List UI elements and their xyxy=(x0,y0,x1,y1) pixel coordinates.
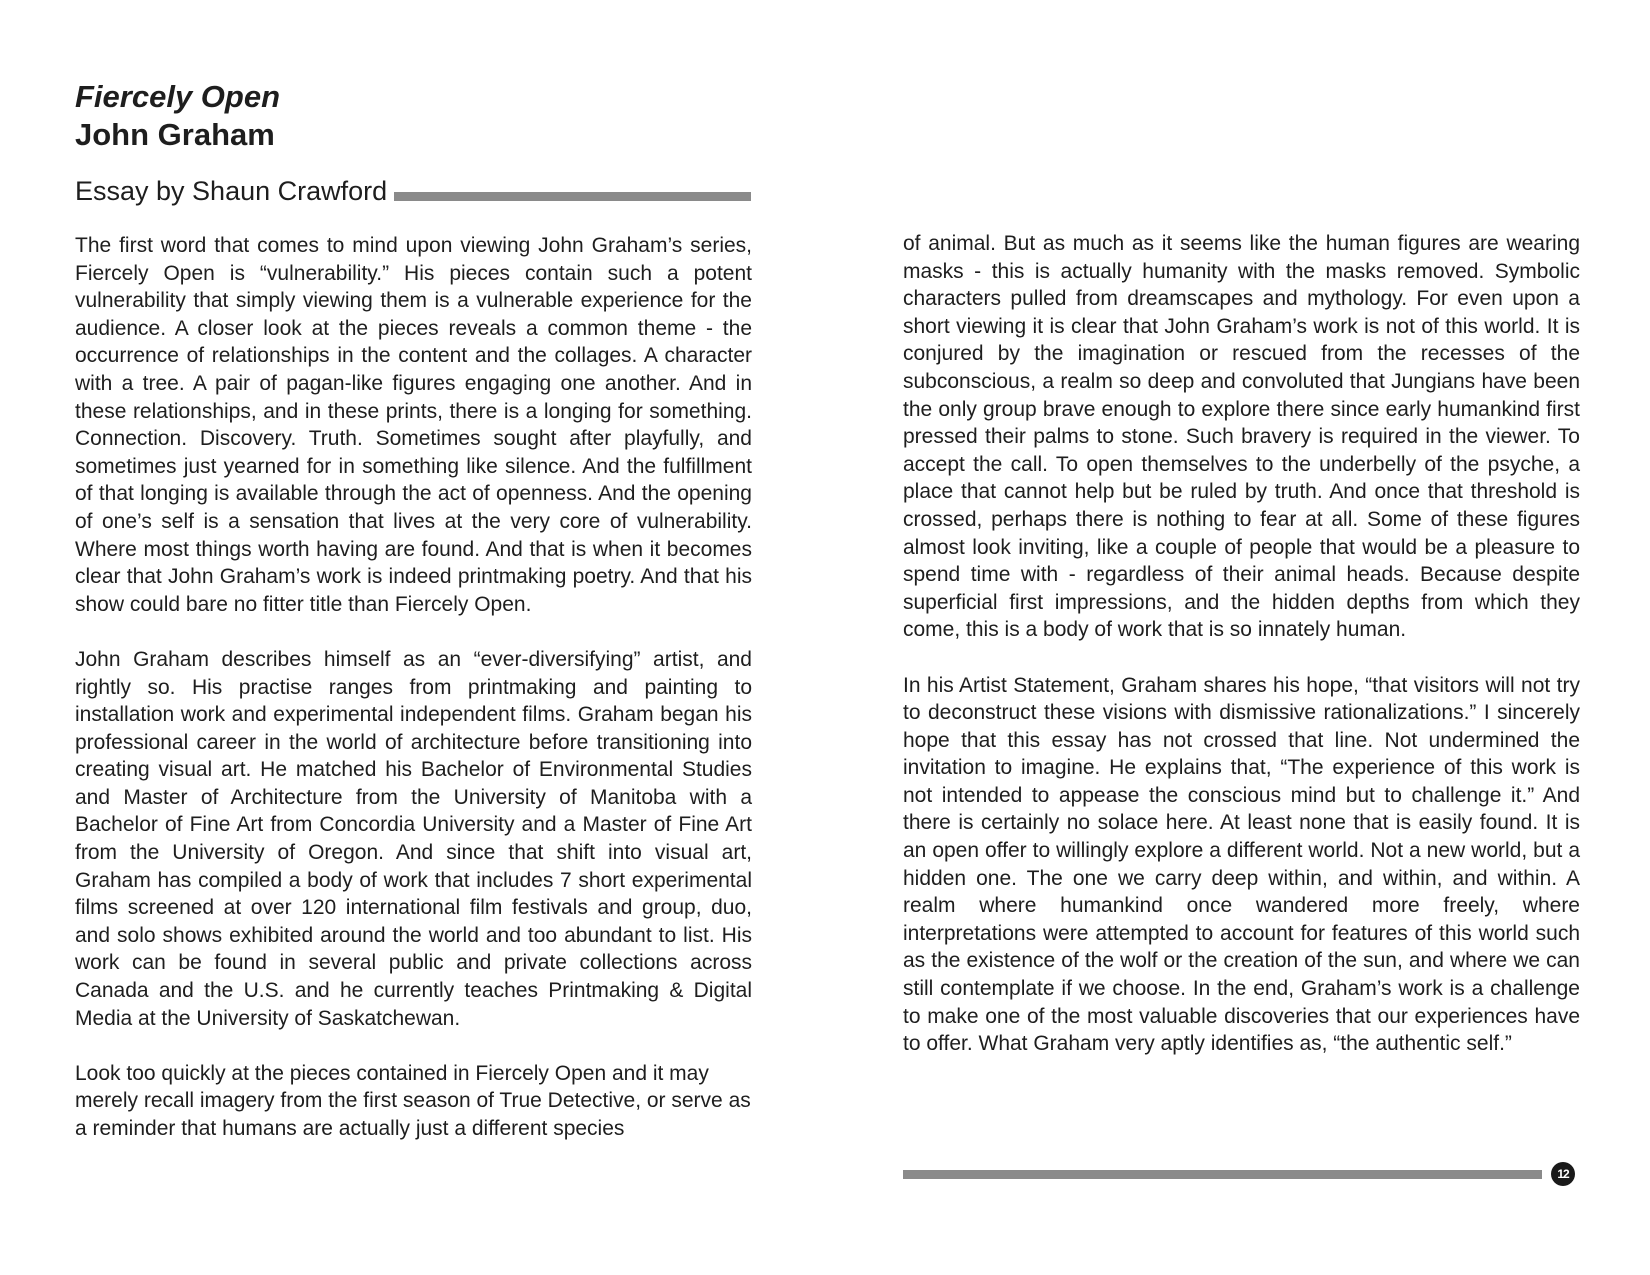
page-number-badge: 12 xyxy=(1551,1162,1575,1186)
footer-divider xyxy=(903,1170,1542,1179)
essay-byline: Essay by Shaun Crawford xyxy=(75,176,388,206)
left-column xyxy=(75,232,752,1170)
paragraph-left-2: John Graham describes himself as an “ever-diversifying” artist, and rightly so. His practise ranges from printmaking and painting to installation work and experimental independent films. Graham began his professional career in the world of architecture before transitioning into creating visual art. He matched his Bachelor of Environmental Studies and Master of Architecture from the University of Manitoba with a Bachelor of Fine Art from Concordia University and a Master of Fine Art from the University of Oregon. And since that shift into visual art, Graham has compiled a body of work that includes 7 short experimental films screened at over 120 international film festivals and group, duo, and solo shows exhibited around the world and too abundant to list. His work can be found in several public and private collections across Canada and the U.S. and he currently teaches Printmaking & Digital Media at the University of Saskatchewan. xyxy=(75,647,752,1030)
byline-divider xyxy=(394,192,751,201)
artist-name: John Graham xyxy=(75,117,275,152)
paragraph-left-1: The first word that comes to mind upon viewing John Graham’s series, Fiercely Open is “vulnerability.” His pieces contain such a potent vulnerability that simply viewing them is a vulnerable experience for the audience. A closer look at the pieces reveals a common theme - the occurrence of relationships in the content and the collages. A character with a tree. A pair of pagan-like figures engaging one another. And in these relationships, and in these prints, there is a longing for something. Connection. Discovery. Truth. Sometimes sought after playfully, and sometimes just yearned for in something like silence. And the fulfillment of that longing is available through the act of openness. And the opening of one’s self is a sensation that lives at the very core of vulnerability. Where most things worth having are found. And that is when it becomes clear that John Graham’s work is indeed printmaking poetry. And that his show could bare no fitter title than Fiercely Open. xyxy=(75,234,752,616)
essay-title: Fiercely Open xyxy=(75,79,281,114)
paragraph-right-1: of animal. But as much as it seems like the human figures are wearing masks - this is actually humanity with the masks removed. Symbolic characters pulled from dreamscapes and mythology. For even upon a short viewing it is clear that John Graham’s work is not of this world. It is conjured by the imagination or rescued from the recesses of the subconscious, a realm so deep and convoluted that Jungians have been the only group brave enough to explore there since early humankind first pressed their palms to stone. Such bravery is required in the viewer. To accept the call. To open themselves to the underbelly of the psyche, a place that cannot help but be ruled by truth. And once that threshold is crossed, perhaps there is nothing to fear at all. Some of these figures almost look inviting, like a couple of people that would be a pleasure to spend time with - regardless of their animal heads. Because despite superficial first impressions, and the hidden depths from which they come, this is a body of work that is so innately human. xyxy=(903,232,1580,642)
paragraph-left-3: Look too quickly at the pieces contained in Fiercely Open and it may merely recall imagery from the first season of True Detective, or serve as a reminder that humans are actually just a different species xyxy=(75,1061,751,1140)
paragraph-right-2: In his Artist Statement, Graham shares his hope, “that visitors will not try to deconstruct these visions with dismissive rationalizations.” I sincerely hope that this essay has not crossed that line. Not undermined the invitation to imagine. He explains that, “The experience of this work is not intended to appease the conscious mind but to challenge it.” And there is certainly no solace here. At least none that is easily found. It is an open offer to willingly explore a different world. Not a new world, but a hidden one. The one we carry deep within, and within, and within. A realm where humankind once wandered more freely, where interpretations were attempted to account for features of this world such as the existence of the wolf or the creation of the sun, and where we can still contemplate if we choose. In the end, Graham’s work is a challenge to make one of the most valuable discoveries that our experiences have to offer. What Graham very aptly identifies as, “the authentic self.” xyxy=(903,673,1580,1056)
right-column xyxy=(903,230,1580,1085)
